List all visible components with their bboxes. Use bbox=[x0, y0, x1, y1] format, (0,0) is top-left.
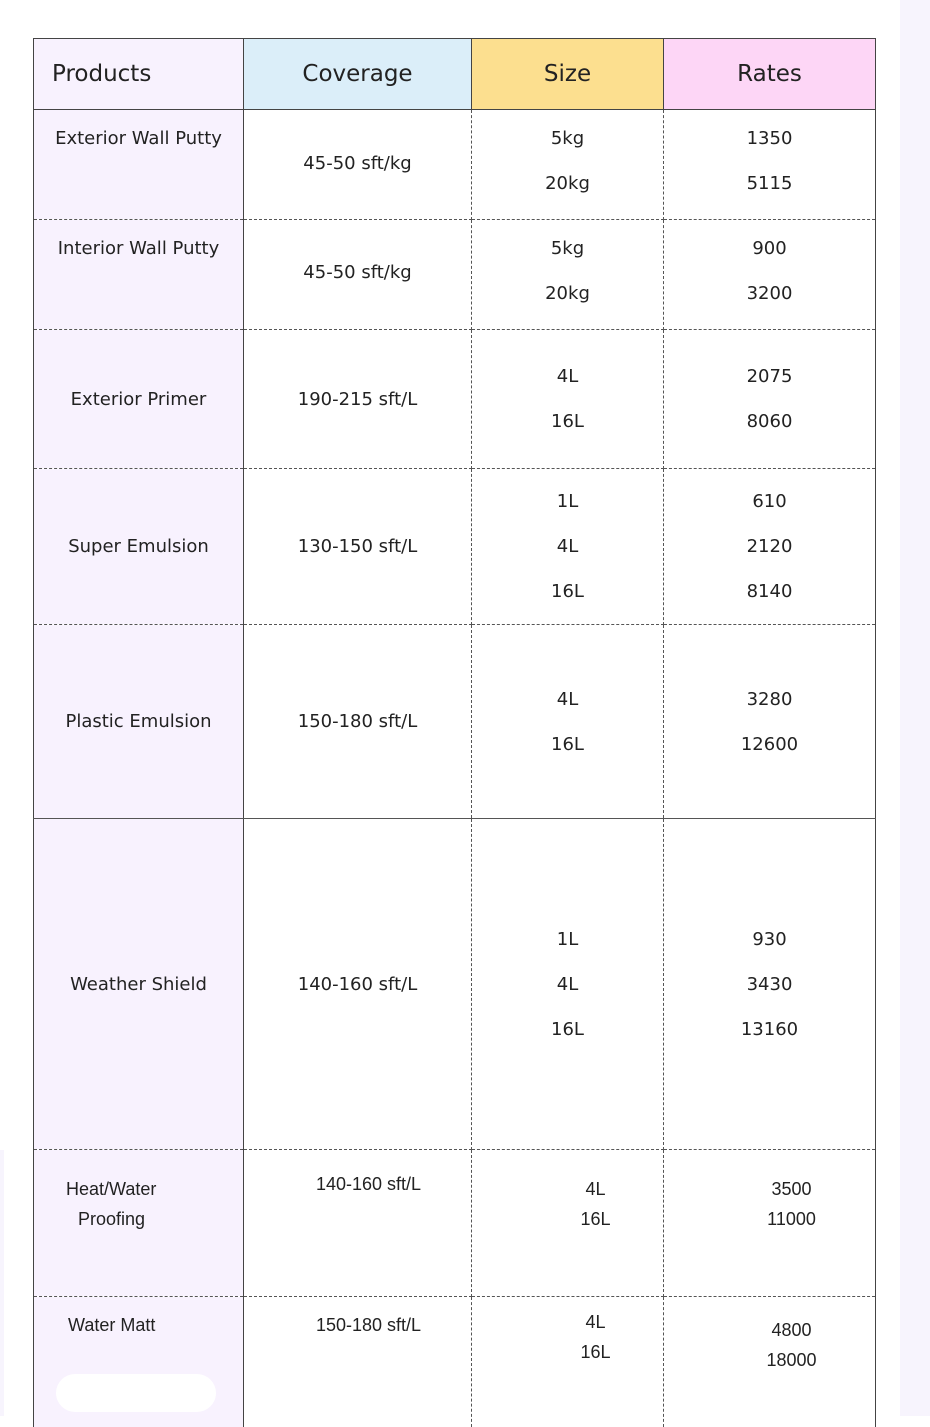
coverage-cell bbox=[244, 819, 472, 1150]
size-value: 4L bbox=[585, 1312, 606, 1332]
size-value: 5kg bbox=[550, 238, 585, 259]
size-value: 16L bbox=[580, 1342, 611, 1362]
product-cell bbox=[34, 1150, 244, 1297]
rate-cell bbox=[664, 1150, 876, 1297]
size-value: 4L bbox=[556, 688, 579, 710]
coverage-cell bbox=[244, 330, 472, 469]
table-row bbox=[34, 625, 876, 819]
size-value: 4L bbox=[556, 366, 579, 387]
product-cell bbox=[34, 110, 244, 220]
white-overlay-shape bbox=[56, 1374, 216, 1412]
rate-value: 18000 bbox=[766, 1350, 817, 1370]
product-name: Weather Shield bbox=[70, 973, 207, 995]
table-row bbox=[34, 110, 876, 220]
table-header-row bbox=[34, 39, 876, 110]
size-value: 5kg bbox=[550, 128, 585, 149]
size-cell bbox=[472, 110, 664, 220]
size-value: 20kg bbox=[545, 173, 590, 194]
coverage-value: 140-160 sft/L bbox=[315, 1174, 422, 1194]
table-row bbox=[34, 819, 876, 1150]
coverage-cell bbox=[244, 1150, 472, 1297]
coverage-value: 45-50 sft/kg bbox=[303, 262, 412, 283]
rate-cell bbox=[664, 1297, 876, 1427]
rate-value: 930 bbox=[752, 928, 787, 950]
size-cell bbox=[472, 1297, 664, 1427]
product-cell bbox=[34, 469, 244, 625]
product-name: Exterior Wall Putty bbox=[55, 128, 222, 149]
table-row bbox=[34, 469, 876, 625]
rate-cell bbox=[664, 469, 876, 625]
product-name: Exterior Primer bbox=[70, 388, 207, 410]
header-coverage: Coverage bbox=[244, 39, 472, 110]
size-value: 16L bbox=[551, 581, 584, 602]
product-name: Water Matt bbox=[68, 1315, 156, 1335]
header-products: Products bbox=[34, 39, 244, 110]
size-cell bbox=[472, 220, 664, 330]
table-row bbox=[34, 1150, 876, 1297]
size-value: 1L bbox=[556, 491, 579, 512]
price-table-container bbox=[33, 38, 875, 1416]
size-cell bbox=[472, 625, 664, 819]
coverage-value: 150-180 sft/L bbox=[297, 711, 418, 732]
size-cell bbox=[472, 1150, 664, 1297]
rate-value: 12600 bbox=[740, 733, 799, 755]
coverage-value: 140-160 sft/L bbox=[297, 973, 418, 995]
rate-value: 11000 bbox=[767, 1209, 816, 1229]
size-value: 4L bbox=[556, 973, 579, 995]
coverage-value: 130-150 sft/L bbox=[297, 536, 418, 557]
rate-cell bbox=[664, 220, 876, 330]
product-name: Plastic Emulsion bbox=[65, 711, 212, 732]
coverage-cell bbox=[244, 1297, 472, 1427]
rate-value: 3430 bbox=[746, 973, 793, 995]
coverage-cell bbox=[244, 625, 472, 819]
product-cell bbox=[34, 819, 244, 1150]
size-cell bbox=[472, 469, 664, 625]
size-value: 16L bbox=[551, 733, 584, 755]
rate-cell bbox=[664, 110, 876, 220]
coverage-value: 190-215 sft/L bbox=[297, 388, 418, 410]
header-rates: Rates bbox=[664, 39, 876, 110]
size-cell bbox=[472, 330, 664, 469]
rate-value: 2120 bbox=[746, 536, 793, 557]
coverage-cell bbox=[244, 110, 472, 220]
table-row bbox=[34, 330, 876, 469]
product-cell bbox=[34, 220, 244, 330]
rate-value: 3200 bbox=[746, 283, 793, 304]
rate-cell bbox=[664, 819, 876, 1150]
rate-value: 5115 bbox=[746, 173, 793, 194]
rate-value: 900 bbox=[752, 238, 787, 259]
rate-cell bbox=[664, 625, 876, 819]
size-value: 16L bbox=[551, 1018, 584, 1040]
rate-value: 4800 bbox=[771, 1320, 812, 1340]
rate-value: 13160 bbox=[740, 1018, 799, 1040]
coverage-cell bbox=[244, 220, 472, 330]
product-name-line: Proofing bbox=[78, 1209, 146, 1229]
coverage-value: 45-50 sft/kg bbox=[303, 153, 412, 174]
rate-value: 2075 bbox=[746, 366, 793, 387]
size-value: 20kg bbox=[545, 283, 590, 304]
rate-value: 1350 bbox=[746, 128, 793, 149]
rate-cell bbox=[664, 330, 876, 469]
rate-value: 610 bbox=[752, 491, 787, 512]
page-side-strip bbox=[900, 0, 930, 1416]
product-name-line: Heat/Water bbox=[66, 1179, 157, 1199]
rate-value: 8140 bbox=[746, 581, 793, 602]
table-row bbox=[34, 220, 876, 330]
rate-value: 3280 bbox=[746, 688, 793, 710]
size-value: 16L bbox=[551, 411, 584, 432]
product-cell bbox=[34, 625, 244, 819]
size-value: 1L bbox=[556, 928, 579, 950]
page-left-strip bbox=[0, 1150, 4, 1416]
size-cell bbox=[472, 819, 664, 1150]
product-cell bbox=[34, 330, 244, 469]
coverage-cell bbox=[244, 469, 472, 625]
product-name: Interior Wall Putty bbox=[57, 238, 220, 259]
size-value: 4L bbox=[585, 1179, 606, 1199]
price-table bbox=[33, 38, 876, 1427]
product-name: Super Emulsion bbox=[68, 536, 209, 557]
size-value: 16L bbox=[580, 1209, 611, 1229]
size-value: 4L bbox=[556, 536, 579, 557]
rate-value: 3500 bbox=[771, 1179, 812, 1199]
coverage-value: 150-180 sft/L bbox=[315, 1315, 422, 1335]
rate-value: 8060 bbox=[746, 411, 793, 432]
header-size: Size bbox=[472, 39, 664, 110]
